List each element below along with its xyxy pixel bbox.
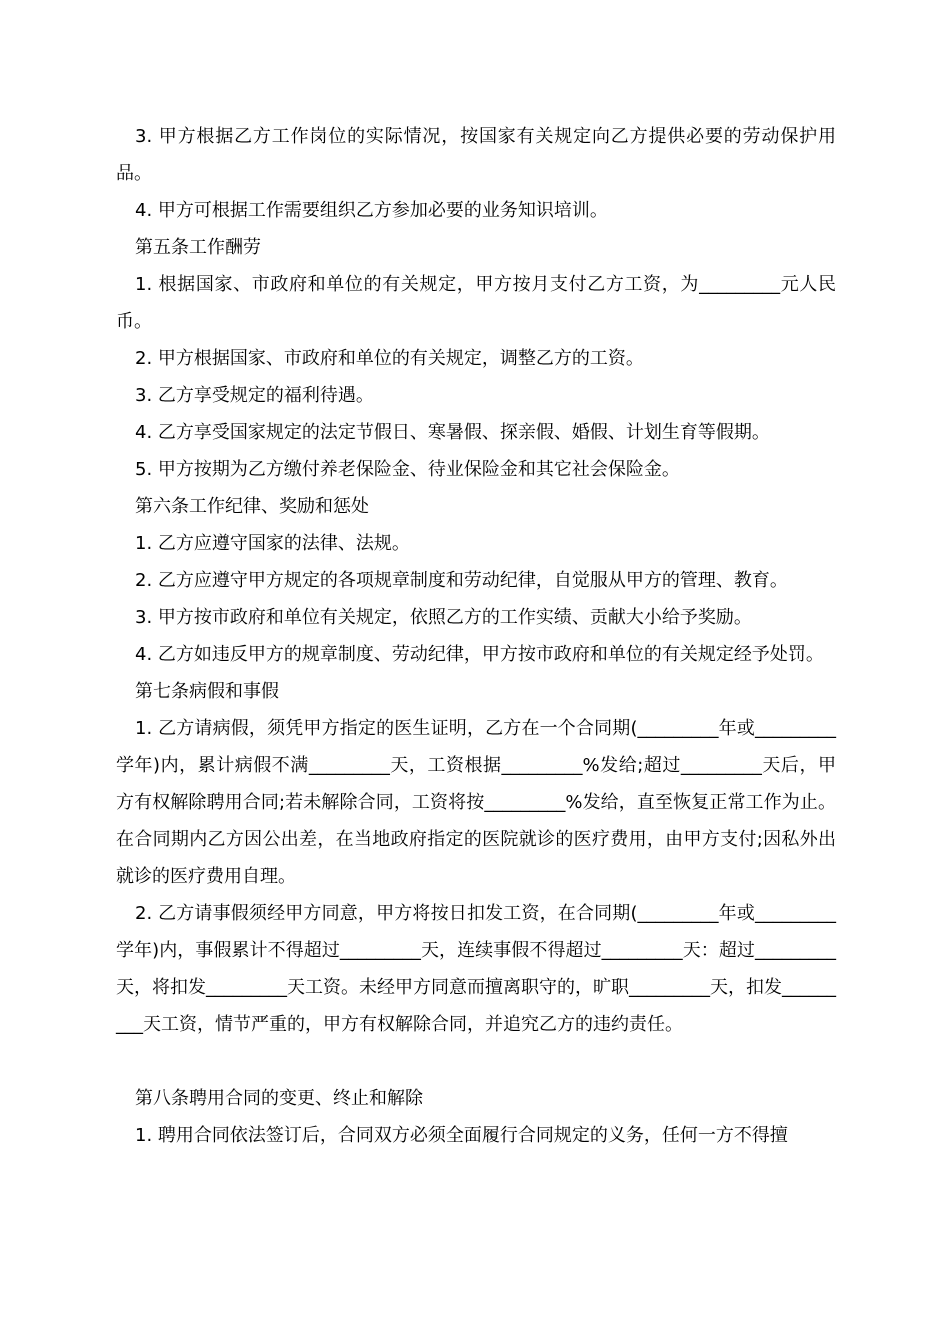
clause-6-item-3: 3. 甲方按市政府和单位有关规定，依照乙方的工作实绩、贡献大小给予奖励。 [135,607,752,628]
section-heading-5: 第五条工作酬劳 [135,237,261,258]
clause-5-item-3: 3. 乙方享受规定的福利待遇。 [135,385,374,406]
clause-6-item-1: 1. 乙方应遵守国家的法律、法规。 [135,533,410,554]
clause-7-item-2: 2. 乙方请事假须经甲方同意，甲方将按日扣发工资，在合同期(_________年或_________学年)内，事假累计不得超过_________天，连续事假不得超过_________天：超过_________天，将扣发_________天工资。未经甲方同意而擅离职守的，旷职_________天，扣发_________天工资，情节严重的，甲方有权解除合同，并追究乙方的违约责任。 [116,903,836,1035]
contract-body [116,118,836,1154]
clause-5-item-1: 1. 根据国家、市政府和单位的有关规定，甲方按月支付乙方工资，为_________元人民币。 [116,274,836,332]
clause-5-item-2: 2. 甲方根据国家、市政府和单位的有关规定，调整乙方的工资。 [135,348,644,369]
clause-7-item-1: 1. 乙方请病假，须凭甲方指定的医生证明，乙方在一个合同期(_________年或_________学年)内，累计病假不满_________天，工资根据_________%发给;超过_________天后，甲方有权解除聘用合同;若未解除合同，工资将按_________%发给，直至恢复正常工作为止。在合同期内乙方因公出差，在当地政府指定的医院就诊的医疗费用，由甲方支付;因私外出就诊的医疗费用自理。 [116,718,836,887]
section-heading-7: 第七条病假和事假 [135,681,279,702]
clause-4-item-4: 4. 甲方可根据工作需要组织乙方参加必要的业务知识培训。 [135,200,608,221]
blank-line [116,1043,836,1080]
clause-5-item-5: 5. 甲方按期为乙方缴付养老保险金、待业保险金和其它社会保险金。 [135,459,680,480]
clause-8-item-1: 1. 聘用合同依法签订后，合同双方必须全面履行合同规定的义务，任何一方不得擅 [135,1125,788,1146]
clause-5-item-4: 4. 乙方享受国家规定的法定节假日、寒暑假、探亲假、婚假、计划生育等假期。 [135,422,770,443]
section-heading-8: 第八条聘用合同的变更、终止和解除 [135,1088,423,1109]
section-heading-6: 第六条工作纪律、奖励和惩处 [135,496,369,517]
clause-6-item-4: 4. 乙方如违反甲方的规章制度、劳动纪律，甲方按市政府和单位的有关规定经予处罚。 [135,644,824,665]
clause-6-item-2: 2. 乙方应遵守甲方规定的各项规章制度和劳动纪律，自觉服从甲方的管理、教育。 [135,570,788,591]
clause-4-item-3: 3. 甲方根据乙方工作岗位的实际情况，按国家有关规定向乙方提供必要的劳动保护用品。 [116,126,836,184]
